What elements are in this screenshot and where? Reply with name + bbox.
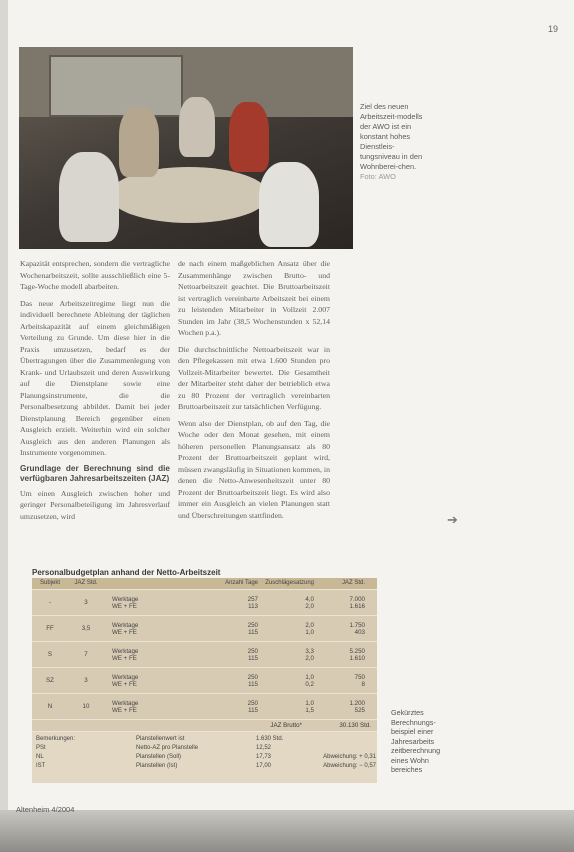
summary-devs-item: Abweichung: + 0,31 xyxy=(323,754,376,760)
days-cell-line: 115 xyxy=(248,628,258,636)
subject-cell-text: - xyxy=(48,599,52,606)
supplement-cell-line: 1,0 xyxy=(305,699,314,707)
paragraph: Kapazität entsprechen, sondern die vertragliche Wochenarbeitszeit, sollte ausschließlich eine 5-Tage-Woche modell abarbeiten. xyxy=(20,259,170,291)
sum-cell-line: 403 xyxy=(354,628,365,636)
days-cell xyxy=(202,590,258,615)
summary-names-item: Netto-AZ pro Planstelle xyxy=(136,745,199,751)
table-row xyxy=(32,693,377,719)
summary-keys-item: NL xyxy=(36,754,44,760)
photo-person xyxy=(59,152,119,242)
supplement-cell xyxy=(258,642,314,667)
header-cell: Subjekt xyxy=(39,580,60,586)
supplement-cell xyxy=(258,590,314,615)
group-photo xyxy=(19,47,353,249)
photo-person xyxy=(119,107,159,177)
supplement-cell-line: 1,0 xyxy=(305,628,314,636)
summary-keys-item: IST xyxy=(36,763,46,769)
days-cell xyxy=(202,616,258,641)
summary-devs-item xyxy=(306,735,376,744)
photo-caption xyxy=(360,102,426,182)
subject-cell xyxy=(32,642,68,667)
table-row xyxy=(32,589,377,615)
body-column-left xyxy=(20,258,170,527)
supplement-cell xyxy=(258,668,314,693)
sum-cell xyxy=(314,694,371,719)
sum-cell xyxy=(314,616,371,641)
days-cell xyxy=(202,642,258,667)
label-cell-line: WE + FE xyxy=(112,602,137,610)
sum-cell-line: 525 xyxy=(354,706,365,714)
paragraph: Um einen Ausgleich zwischen hoher und geringer Personalbeteiligung im Jahresverlauf umzusetzen, wird xyxy=(20,488,170,521)
summary-vals-item: 12,52 xyxy=(256,745,272,751)
jaz-cell xyxy=(68,642,104,667)
table-row xyxy=(32,641,377,667)
header-cell: Anzahl Tage xyxy=(225,580,258,586)
sum-cell xyxy=(314,590,371,615)
sum-cell xyxy=(314,668,371,693)
days-cell-line: 113 xyxy=(248,602,258,610)
label-cell xyxy=(104,642,202,667)
paragraph: de nach einem maßgeblichen Ansatz über die Zusammenhänge zwischen Brutto- und Nettoarbeitszeit geachtet. Die Bruttoarbeitszeit ist vertraglich vereinbarte Arbeitszeit bei einem zu leistenden Mitarbeiter in Vollzeit 2.007 Stunden im Jahr (38,5 Wochenstunden x 52,14 Wochen p.a.). xyxy=(178,259,330,337)
label-cell-line: Werktage xyxy=(112,673,139,681)
label-cell-line: Werktage xyxy=(112,621,139,629)
total-value: 30.130 Std. xyxy=(339,722,371,729)
supplement-cell-line: 2,0 xyxy=(305,602,314,610)
days-cell xyxy=(202,668,258,693)
paragraph: Die durchschnittliche Nettoarbeitszeit war in den Pflegekassen mit etwa 1.600 Stunden pro Vollzeit-Mitarbeiter bewertet. Die Gesamtheit der Mitarbeiter steht daher der betrieblich etwa zu 80 Prozent der vertraglich vereinbarten Bruttoarbeitszeit zur tatsächlichen Verfügung. xyxy=(178,344,330,411)
page-number: 19 xyxy=(547,24,558,34)
table-header xyxy=(32,578,377,589)
days-cell-line: 250 xyxy=(247,647,258,655)
page-spine xyxy=(0,0,8,852)
arrow-right-icon: ➔ xyxy=(447,512,458,527)
sum-cell-line: 5.250 xyxy=(349,647,365,655)
summary-devs-item xyxy=(306,744,376,753)
photo-person xyxy=(259,162,319,247)
photo-person xyxy=(179,97,215,157)
jaz-cell xyxy=(68,590,104,615)
jaz-cell-text: 7 xyxy=(84,651,88,658)
summary-vals-item: 1.630 Std. xyxy=(256,736,284,742)
label-cell-line: WE + FE xyxy=(112,628,137,636)
jaz-cell-text: 3 xyxy=(84,677,88,684)
supplement-cell-line: 2,0 xyxy=(305,654,314,662)
summary-values xyxy=(256,735,306,783)
summary-devs-item: Abweichung: − 0,57 xyxy=(323,763,376,769)
sum-cell-line: 1.610 xyxy=(349,654,365,662)
label-cell xyxy=(104,668,202,693)
paragraph: Das neue Arbeitszeitregime liegt nun die individuell berechnete Ableitung der täglichen Arbeitskapazität auf einem gleichmäßigen Verteilung zu Grunde. Um diese hier in die Praxis umzusetzen, bedarf es der Übertragungen über die Zusammenlegung von Krank- und Urlaubszeit und deren Auswirkung auf die Dienstplane sowie eine Planungsinstrumente, die die Personalbesetzung abbildet. Damit bei jeder Dienstplanung Bereich gegenüber einen Ausgleich erzielt. Weiterhin wird ein solcher Ausgleich aus den anderen Planungen als Instrumente vorgenommen. xyxy=(20,298,170,457)
jaz-cell xyxy=(68,668,104,693)
table-row xyxy=(32,615,377,641)
section-heading: Grundlage der Berechnung sind die verfügbaren Jahresarbeitszeiten (JAZ) xyxy=(20,463,170,483)
header-cell xyxy=(104,578,202,589)
supplement-cell-line: 1,0 xyxy=(305,673,314,681)
sum-cell-line: 1.200 xyxy=(349,699,365,707)
label-cell-line: Werktage xyxy=(112,595,139,603)
total-label: JAZ Brutto* xyxy=(270,722,302,729)
label-cell-line: Werktage xyxy=(112,647,139,655)
budget-table xyxy=(32,578,377,783)
subject-cell xyxy=(32,616,68,641)
days-cell-line: 115 xyxy=(248,680,258,688)
summary-keys xyxy=(32,735,136,783)
jaz-cell-text: 3,5 xyxy=(81,625,91,632)
supplement-cell-line: 4,0 xyxy=(305,595,314,603)
summary-vals-item: 17,00 xyxy=(256,763,272,769)
jaz-cell xyxy=(68,616,104,641)
subject-cell-text: SZ xyxy=(46,677,54,684)
days-cell-line: 257 xyxy=(247,595,258,603)
header-cell: Zuschlägesatzung xyxy=(265,580,314,586)
subject-cell xyxy=(32,694,68,719)
header-cell: JAZ Std. xyxy=(74,580,98,586)
supplement-cell-line: 0,2 xyxy=(305,680,314,688)
jaz-cell-text: 10 xyxy=(82,703,90,710)
days-cell-line: 250 xyxy=(247,699,258,707)
subject-cell-text: S xyxy=(47,651,53,658)
jaz-cell xyxy=(68,694,104,719)
sum-cell-line: 8 xyxy=(361,680,365,688)
days-cell-line: 250 xyxy=(247,673,258,681)
label-cell xyxy=(104,590,202,615)
sum-cell-line: 1.616 xyxy=(349,602,365,610)
supplement-cell-line: 1,5 xyxy=(305,706,314,714)
label-cell-line: WE + FE xyxy=(112,706,137,714)
label-cell xyxy=(104,616,202,641)
photo-caption-text: Ziel des neuen Arbeitszeit-modells der AWO ist ein konstant hohes Dienstleis-tungsniveau in den Wohnberei-chen. xyxy=(360,102,423,171)
table-title: Personalbudgetplan anhand der Netto-Arbeitszeit xyxy=(32,568,221,577)
label-cell-line: Werktage xyxy=(112,699,139,707)
header-cell: JAZ Std. xyxy=(341,580,365,586)
footer-label: Altenheim 4/2004 xyxy=(16,805,75,814)
table-row xyxy=(32,667,377,693)
summary-vals-item: 17,73 xyxy=(256,754,272,760)
summary-block xyxy=(32,731,377,783)
days-cell-line: 115 xyxy=(248,706,258,714)
subject-cell-text: N xyxy=(47,703,53,710)
summary-deviations xyxy=(306,735,376,783)
photo-window xyxy=(49,55,183,117)
table-caption: Gekürztes Berechnungs-beispiel einer Jahresarbeits zeitberechnung eines Wohn bereiches xyxy=(391,708,441,774)
photo-person xyxy=(229,102,269,172)
supplement-cell xyxy=(258,694,314,719)
sum-cell-line: 750 xyxy=(354,673,365,681)
supplement-cell-line: 3,3 xyxy=(305,647,314,655)
days-cell-line: 250 xyxy=(247,621,258,629)
supplement-cell xyxy=(258,616,314,641)
subject-cell xyxy=(32,668,68,693)
sum-cell-line: 7.000 xyxy=(349,595,365,603)
label-cell-line: WE + FE xyxy=(112,654,137,662)
days-cell-line: 115 xyxy=(248,654,258,662)
subject-cell-text: FF xyxy=(46,625,54,632)
summary-names-item: Planstellen (Ist) xyxy=(136,763,178,769)
label-cell xyxy=(104,694,202,719)
total-row xyxy=(32,719,377,731)
photo-credit: Foto: AWO xyxy=(360,172,396,181)
sum-cell-line: 1.750 xyxy=(349,621,365,629)
summary-keys-item: PSt xyxy=(36,745,46,751)
page-edge-shadow xyxy=(0,810,574,852)
summary-names xyxy=(136,735,256,783)
sum-cell xyxy=(314,642,371,667)
summary-names-item: Planstellenwert ist xyxy=(136,736,185,742)
summary-names-item: Planstellen (Soll) xyxy=(136,754,182,760)
label-cell-line: WE + FE xyxy=(112,680,137,688)
jaz-cell-text: 3 xyxy=(84,599,88,606)
summary-keys-item: Bemerkungen: xyxy=(36,736,76,742)
body-column-right xyxy=(178,258,330,526)
paragraph: Wenn also der Dienstplan, ob auf den Tag, die Woche oder den Monat gesehen, mit einem höheren personellen Planungsansatz als 80 Prozent der Bruttoarbeitszeit geplant wird, müssen zwangsläufig in Situationen kommen, in denen die Netto-Anwesenheitszeit unter 80 Prozent der Bruttoarbeitszeit liegt. Es wird also immer ein Ausgleich an vielen Planungen statt und Überschreitungen stattfinden. xyxy=(178,418,330,520)
subject-cell xyxy=(32,590,68,615)
days-cell xyxy=(202,694,258,719)
supplement-cell-line: 2,0 xyxy=(305,621,314,629)
